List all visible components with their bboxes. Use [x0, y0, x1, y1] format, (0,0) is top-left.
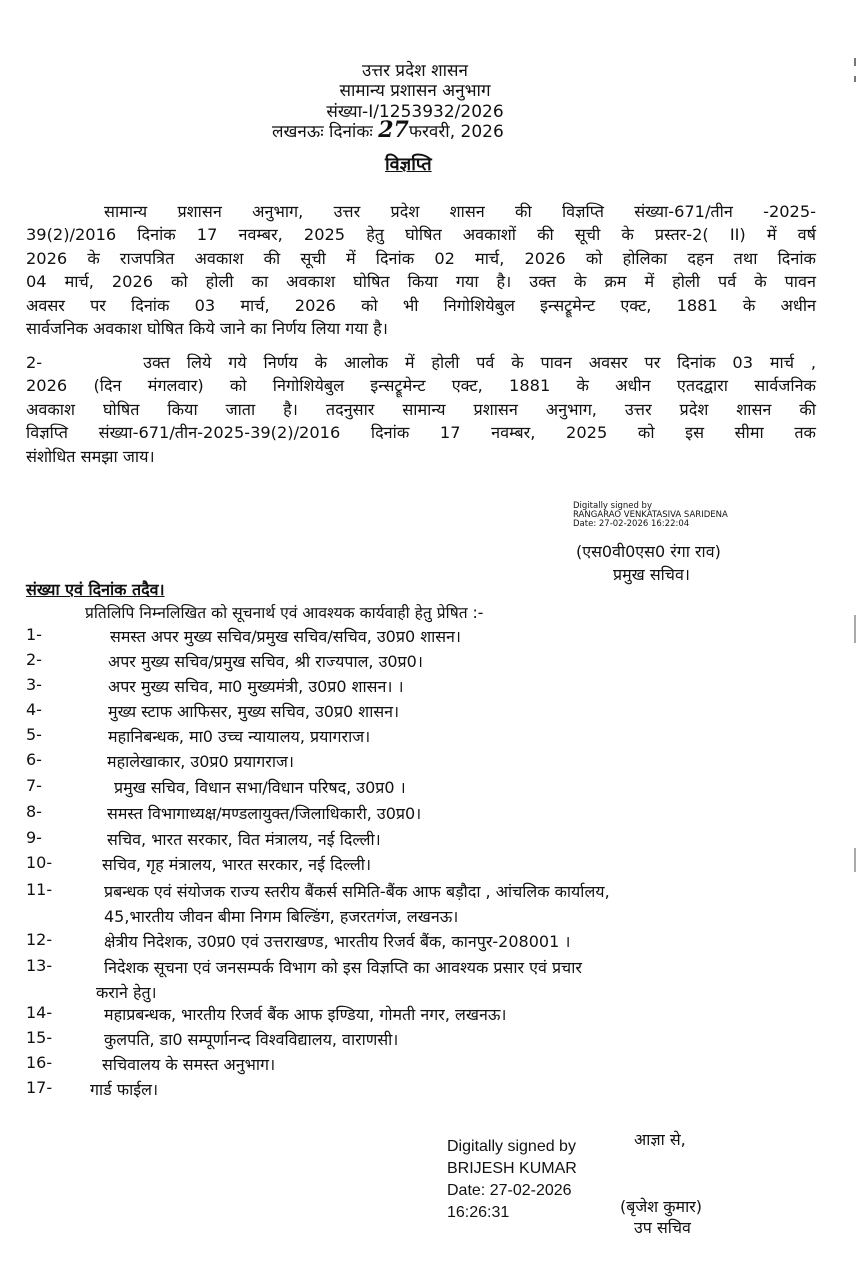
- list-item-text: मुख्य स्टाफ आफिसर, मुख्य सचिव, उ0प्र0 शासन।: [108, 702, 400, 721]
- scan-edge-mark: [854, 848, 856, 872]
- list-item-text: महालेखाकार, उ0प्र0 प्रयागराज।: [107, 752, 294, 771]
- para1-line: अवसर पर दिनांक 03 मार्च, 2026 को भी निगोशियेबुल इन्सट्रूमेन्ट एक्ट, 1881 के अधीन: [26, 295, 816, 315]
- header-government: उत्तर प्रदेश शासन: [362, 61, 468, 81]
- list-item-number: 5-: [26, 725, 42, 744]
- para1-line: 2026 के राजपत्रित अवकाश की सूची में दिनांक 02 मार्च, 2026 को होलिका दहन तथा दिनांक: [26, 248, 816, 268]
- sig1-line: RANGARAO VENKATASIVA SARIDENA: [573, 510, 728, 520]
- sig1-line: Date: 27-02-2026 16:22:04: [573, 519, 690, 529]
- date-suffix: फरवरी, 2026: [408, 122, 504, 142]
- signatory-1-name: (एस0वी0एस0 रंगा राव): [576, 542, 721, 561]
- list-item-number: 8-: [26, 802, 42, 821]
- list-item-number: 9-: [26, 828, 42, 847]
- list-item-text-continued: कराने हेतु।: [96, 983, 157, 1002]
- list-item-number: 1-: [26, 625, 42, 644]
- sig2-line: 16:26:31: [447, 1204, 510, 1221]
- scan-edge-mark: [854, 76, 856, 82]
- header-department: सामान्य प्रशासन अनुभाग: [339, 81, 491, 101]
- document-title: विज्ञप्ति: [385, 154, 432, 175]
- para1-line: 04 मार्च, 2026 को होली का अवकाश घोषित किया गया है। उक्त के क्रम में होली पर्व के पावन: [26, 272, 816, 292]
- signatory-1-designation: प्रमुख सचिव।: [613, 565, 690, 584]
- list-item-text: गार्ड फाईल।: [90, 1080, 159, 1099]
- scan-edge-mark: [854, 615, 856, 643]
- list-item-number: 13-: [26, 956, 53, 975]
- header-number: संख्या-I/1253932/2026: [326, 102, 504, 122]
- sig2-line: BRIJESH KUMAR: [447, 1160, 577, 1177]
- list-item-text: निदेशक सूचना एवं जनसम्पर्क विभाग को इस विज्ञप्ति का आवश्यक प्रसार एवं प्रचार: [104, 958, 582, 977]
- list-item-text: प्रबन्धक एवं संयोजक राज्य स्तरीय बैंकर्स समिति-बैंक आफ बड़ौदा , आंचलिक कार्यालय,: [104, 882, 610, 901]
- list-item-text: सचिवालय के समस्त अनुभाग।: [102, 1055, 276, 1074]
- list-item-text: अपर मुख्य सचिव, मा0 मुख्यमंत्री, उ0प्र0 शासन। ।: [108, 677, 404, 696]
- copy-heading: संख्या एवं दिनांक तदैव।: [26, 580, 165, 599]
- date-prefix: लखनऊः दिनांकः: [272, 122, 373, 142]
- sig2-line: Digitally signed by: [447, 1138, 576, 1155]
- list-item-text: महाप्रबन्धक, भारतीय रिजर्व बैंक आफ इण्डिया, गोमती नगर, लखनऊ।: [104, 1005, 507, 1024]
- list-item-text: प्रमुख सचिव, विधान सभा/विधान परिषद, उ0प्र0 ।: [114, 778, 406, 797]
- para2-line: 2026 (दिन मंगलवार) को निगोशियेबुल इन्सट्रूमेन्ट एक्ट, 1881 के अधीन एतदद्वारा सार्वजनिक: [26, 376, 816, 396]
- list-item-text: समस्त अपर मुख्य सचिव/प्रमुख सचिव/सचिव, उ0प्र0 शासन।: [110, 627, 461, 646]
- list-item-number: 4-: [26, 700, 42, 719]
- list-item-text: अपर मुख्य सचिव/प्रमुख सचिव, श्री राज्यपाल, उ0प्र0।: [108, 652, 423, 671]
- list-item-text: महानिबन्धक, मा0 उच्च न्यायालय, प्रयागराज।: [108, 727, 371, 746]
- list-item-number: 10-: [26, 853, 53, 872]
- copy-intro: प्रतिलिपि निम्नलिखित को सूचनार्थ एवं आवश्यक कार्यवाही हेतु प्रेषित :-: [85, 604, 484, 622]
- signatory-2-designation: उप सचिव: [634, 1218, 691, 1237]
- para2-line: 2- उक्त लिये गये निर्णय के आलोक में होली पर्व के पावन अवसर पर दिनांक 03 मार्च ,: [26, 353, 816, 372]
- para1-line: 39(2)/2016 दिनांक 17 नवम्बर, 2025 हेतु घोषित अवकाशों की सूची के प्रस्तर-2( II) में वर्ष: [26, 225, 816, 245]
- paragraph-2: [26, 351, 816, 468]
- list-item-number: 6-: [26, 750, 42, 769]
- sig2-line: Date: 27-02-2026: [447, 1182, 572, 1199]
- para2-line: अवकाश घोषित किया जाता है। तदनुसार सामान्य प्रशासन अनुभाग, उत्तर प्रदेश शासन की: [26, 399, 816, 419]
- scan-edge-mark: [854, 58, 856, 66]
- list-item-number: 3-: [26, 675, 42, 694]
- list-item-number: 11-: [26, 880, 53, 899]
- list-item-number: 14-: [26, 1003, 53, 1022]
- list-item-number: 17-: [26, 1078, 53, 1097]
- digital-signature-stamp-1: [573, 502, 728, 529]
- list-item-number: 16-: [26, 1053, 53, 1072]
- by-order-text: आज्ञा से,: [634, 1130, 686, 1149]
- para2-line: संशोधित समझा जाय।: [26, 446, 155, 466]
- list-item-text: सचिव, भारत सरकार, वित मंत्रालय, नई दिल्ली।: [107, 830, 381, 849]
- para1-line: सामान्य प्रशासन अनुभाग, उत्तर प्रदेश शासन की विज्ञप्ति संख्या-671/तीन -2025-: [104, 202, 816, 221]
- list-item-text-continued: 45,भारतीय जीवन बीमा निगम बिल्डिंग, हजरतगंज, लखनऊ।: [104, 907, 459, 926]
- list-item-text: क्षेत्रीय निदेशक, उ0प्र0 एवं उत्तराखण्ड, भारतीय रिजर्व बैंक, कानपुर-208001 ।: [104, 932, 571, 951]
- signatory-2-name: (बृजेश कुमार): [620, 1197, 703, 1216]
- list-item-number: 2-: [26, 650, 42, 669]
- list-item-text: समस्त विभागाध्यक्ष/मण्डलायुक्त/जिलाधिकारी, उ0प्र0।: [107, 804, 422, 823]
- list-item-number: 12-: [26, 930, 53, 949]
- paragraph-1: [26, 200, 816, 340]
- list-item-number: 15-: [26, 1028, 53, 1047]
- para1-line: सार्वजनिक अवकाश घोषित किये जाने का निर्णय लिया गया है।: [26, 319, 388, 339]
- sig1-line: Digitally signed by: [573, 501, 652, 511]
- list-item-number: 7-: [26, 776, 42, 795]
- list-item-text: कुलपति, डा0 सम्पूर्णानन्द विश्वविद्यालय, वाराणसी।: [104, 1030, 399, 1049]
- para2-line: विज्ञप्ति संख्या-671/तीन-2025-39(2)/2016 दिनांक 17 नवम्बर, 2025 को इस सीमा तक: [26, 423, 816, 443]
- date-day-handwritten: 27: [378, 117, 409, 143]
- header-date: [272, 117, 504, 143]
- list-item-text: सचिव, गृह मंत्रालय, भारत सरकार, नई दिल्ली।: [102, 855, 372, 874]
- digital-signature-stamp-2: [447, 1136, 617, 1224]
